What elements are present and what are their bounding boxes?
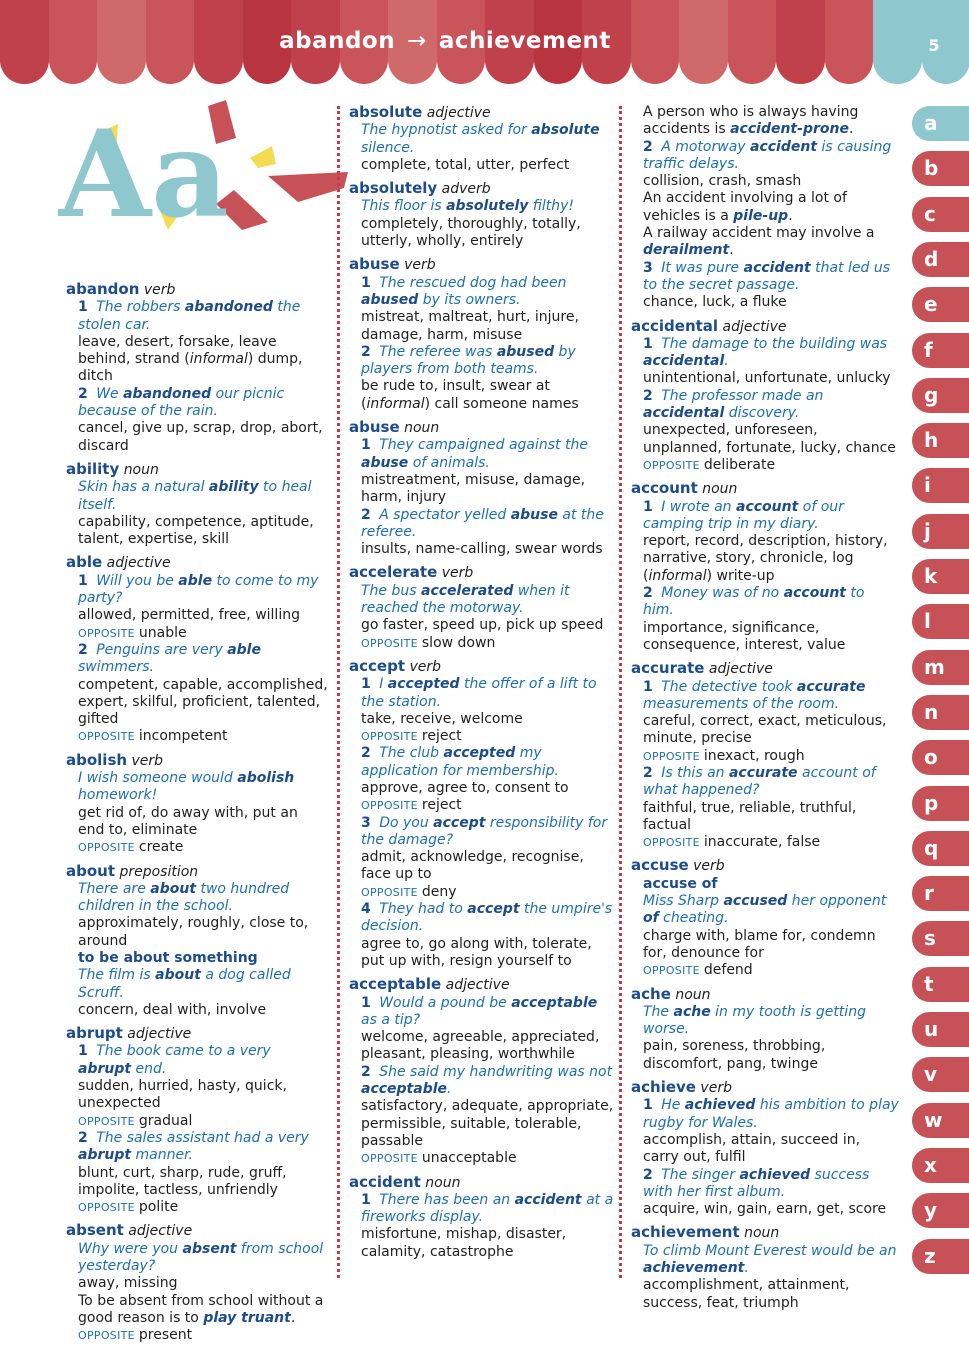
opposite-line: OPPOSITE unacceptable [361, 1150, 614, 1167]
example-sentence: 2 The club accepted my application for membership. [361, 745, 614, 780]
column-divider-1 [337, 106, 340, 1278]
dictionary-entry [631, 660, 899, 851]
part-of-speech: noun [425, 1175, 460, 1191]
opposite-line: OPPOSITE present [78, 1327, 328, 1344]
tab-letter-f[interactable]: f [912, 333, 969, 368]
headword: abrupt [66, 1024, 123, 1042]
part-of-speech: verb [693, 858, 725, 874]
dictionary-entry [349, 1174, 614, 1261]
synonym-list: get rid of, do away with, put an end to, eliminate [78, 805, 328, 840]
tab-letter-w[interactable]: w [912, 1103, 969, 1138]
synonym-list: pain, soreness, throbbing, discomfort, pang, twinge [643, 1038, 899, 1073]
synonym-list: away, missing [78, 1275, 328, 1292]
column-3 [631, 104, 899, 1318]
headword: about [66, 862, 115, 880]
opposite-line: OPPOSITE reject [361, 728, 614, 745]
synonym-list: report, record, description, history, narrative, story, chronicle, log (informal) write-up [643, 533, 899, 585]
example-sentence: 1 The book came to a very abrupt end. [78, 1043, 328, 1078]
opposite-label: OPPOSITE [361, 799, 418, 812]
part-of-speech: preposition [119, 864, 198, 880]
headword: accident [349, 1173, 421, 1191]
example-sentence: 1 Would a pound be acceptable as a tip? [361, 995, 614, 1030]
dictionary-entry [631, 104, 899, 312]
example-sentence: 2 A spectator yelled abuse at the referee. [361, 507, 614, 542]
entry-heading [66, 752, 328, 770]
opposite-line: OPPOSITE defend [643, 962, 899, 979]
synonym-list: faithful, true, reliable, truthful, factual [643, 800, 899, 835]
headword: abolish [66, 751, 127, 769]
example-sentence: 2 Penguins are very able swimmers. [78, 642, 328, 677]
part-of-speech: noun [744, 1225, 779, 1241]
headword: ability [66, 460, 119, 478]
synonym-list: misfortune, mishap, disaster, calamity, catastrophe [361, 1226, 614, 1261]
example-sentence: 2 She said my handwriting was not acceptable. [361, 1064, 614, 1099]
headword: absolutely [349, 179, 437, 197]
tab-letter-v[interactable]: v [912, 1057, 969, 1092]
part-of-speech: verb [144, 282, 176, 298]
opposite-label: OPPOSITE [643, 964, 700, 977]
dictionary-entry [631, 1224, 899, 1311]
synonym-list: unintentional, unfortunate, unlucky [643, 370, 899, 387]
dictionary-entry [631, 318, 899, 475]
dictionary-entry [349, 419, 614, 558]
synonym-list: concern, deal with, involve [78, 1002, 328, 1019]
tab-letter-b[interactable]: b [912, 151, 969, 186]
tab-letter-p[interactable]: p [912, 786, 969, 821]
headword: able [66, 553, 102, 571]
tab-letter-a[interactable]: a [912, 106, 969, 141]
aa-logo-art [58, 98, 348, 248]
part-of-speech: adjective [107, 555, 171, 571]
part-of-speech: noun [404, 420, 439, 436]
headword: accuse [631, 856, 689, 874]
opposite-label: OPPOSITE [78, 627, 135, 640]
synonym-list: take, receive, welcome [361, 711, 614, 728]
opposite-label: OPPOSITE [361, 1152, 418, 1165]
example-sentence: 2 Money was of no account to him. [643, 585, 899, 620]
example-sentence: 3 Do you accept responsibility for the damage? [361, 815, 614, 850]
header-range [0, 28, 890, 54]
synonym-list: mistreat, maltreat, hurt, injure, damage, harm, misuse [361, 309, 614, 344]
tab-letter-o[interactable]: o [912, 740, 969, 775]
headword: achievement [631, 1223, 740, 1241]
column-1 [66, 281, 328, 1351]
example-sentence: The bus accelerated when it reached the motorway. [361, 583, 614, 618]
entry-heading [349, 419, 614, 437]
part-of-speech: adverb [442, 181, 491, 197]
synonym-list: accomplish, attain, succeed in, carry out, fulfil [643, 1132, 899, 1167]
opposite-label: OPPOSITE [361, 730, 418, 743]
usage-note: A railway accident may involve a derailment. [643, 225, 899, 260]
synonym-list: collision, crash, smash [643, 173, 899, 190]
logo-letters: Aa [58, 104, 229, 245]
example-sentence: 1 The detective took accurate measurements of the room. [643, 679, 899, 714]
opposite-label: OPPOSITE [643, 459, 700, 472]
headword: accidental [631, 317, 718, 335]
arrow-right-icon: → [407, 28, 427, 54]
tab-letter-r[interactable]: r [912, 876, 969, 911]
opposite-label: OPPOSITE [361, 886, 418, 899]
synonym-list: go faster, speed up, pick up speed [361, 617, 614, 634]
example-sentence: 1 Will you be able to come to my party? [78, 573, 328, 608]
example-sentence: 1 I accepted the offer of a lift to the station. [361, 676, 614, 711]
entry-heading [349, 1174, 614, 1192]
dictionary-entry [66, 554, 328, 745]
synonym-list: sudden, hurried, hasty, quick, unexpected [78, 1078, 328, 1113]
dictionary-entry [631, 1079, 899, 1218]
dictionary-entry [66, 863, 328, 1020]
opposite-label: OPPOSITE [78, 1115, 135, 1128]
part-of-speech: verb [404, 257, 436, 273]
synonym-list: acquire, win, gain, earn, get, score [643, 1201, 899, 1218]
tab-letter-g[interactable]: g [912, 378, 969, 413]
synonym-list: chance, luck, a fluke [643, 294, 899, 311]
entry-heading [631, 1079, 899, 1097]
headword: absolute [349, 103, 422, 121]
opposite-line: OPPOSITE gradual [78, 1113, 328, 1130]
tab-letter-t[interactable]: t [912, 967, 969, 1002]
dictionary-entry [349, 104, 614, 174]
headword: achieve [631, 1078, 696, 1096]
opposite-line: OPPOSITE inexact, rough [643, 748, 899, 765]
entry-heading [66, 1025, 328, 1043]
example-sentence: 2 A motorway accident is causing traffic delays. [643, 139, 899, 174]
entry-heading [631, 986, 899, 1004]
opposite-line: OPPOSITE inaccurate, false [643, 834, 899, 851]
entry-heading [631, 857, 899, 875]
usage-note: A person who is always having accidents is accident-prone. [643, 104, 899, 139]
part-of-speech: noun [675, 987, 710, 1003]
synonym-list: capability, competence, aptitude, talent, expertise, skill [78, 514, 328, 549]
synonym-list: be rude to, insult, swear at (informal) call someone names [361, 378, 614, 413]
dictionary-entry [66, 1222, 328, 1344]
headword: abuse [349, 418, 400, 436]
tab-letter-h[interactable]: h [912, 423, 969, 458]
synonym-list: blunt, curt, sharp, rude, gruff, impolite, tactless, unfriendly [78, 1165, 328, 1200]
synonym-list: charge with, blame for, condemn for, denounce for [643, 928, 899, 963]
part-of-speech: verb [132, 753, 164, 769]
opposite-line: OPPOSITE slow down [361, 635, 614, 652]
part-of-speech: adjective [446, 977, 510, 993]
opposite-line: OPPOSITE polite [78, 1199, 328, 1216]
example-sentence: 1 He achieved his ambition to play rugby for Wales. [643, 1097, 899, 1132]
dictionary-entry [631, 857, 899, 979]
entry-heading [349, 976, 614, 994]
column-2 [349, 104, 614, 1267]
example-sentence: 2 We abandoned our picnic because of the rain. [78, 386, 328, 421]
part-of-speech: verb [409, 659, 441, 675]
synonym-list: insults, name-calling, swear words [361, 541, 614, 558]
opposite-label: OPPOSITE [643, 750, 700, 763]
dictionary-entry [66, 752, 328, 857]
synonym-list: satisfactory, adequate, appropriate, permissible, suitable, tolerable, passable [361, 1098, 614, 1150]
tab-letter-j[interactable]: j [912, 514, 969, 549]
example-sentence: This floor is absolutely filthy! [361, 198, 614, 215]
example-sentence: Miss Sharp accused her opponent of cheating. [643, 893, 899, 928]
synonym-list: completely, thoroughly, totally, utterly, wholly, entirely [361, 216, 614, 251]
part-of-speech: noun [124, 462, 159, 478]
example-sentence: 1 They campaigned against the abuse of animals. [361, 437, 614, 472]
entry-heading [631, 318, 899, 336]
synonym-list: competent, capable, accomplished, expert, skilful, proficient, talented, gifted [78, 677, 328, 729]
tab-letter-y[interactable]: y [912, 1193, 969, 1228]
headword: acceptable [349, 975, 441, 993]
example-sentence: 2 The sales assistant had a very abrupt manner. [78, 1130, 328, 1165]
opposite-line: OPPOSITE deliberate [643, 457, 899, 474]
example-sentence: To climb Mount Everest would be an achievement. [643, 1243, 899, 1278]
example-sentence: 2 The referee was abused by players from both teams. [361, 344, 614, 379]
example-sentence: The hypnotist asked for absolute silence. [361, 122, 614, 157]
headword: ache [631, 985, 671, 1003]
opposite-label: OPPOSITE [361, 637, 418, 650]
header-to: achievement [439, 28, 611, 54]
example-sentence: 1 I wrote an account of our camping trip in my diary. [643, 499, 899, 534]
synonym-list: approximately, roughly, close to, around [78, 915, 328, 950]
synonym-list: welcome, agreeable, appreciated, pleasant, pleasing, worthwhile [361, 1029, 614, 1064]
usage-note: An accident involving a lot of vehicles is a pile-up. [643, 190, 899, 225]
headword: accurate [631, 659, 704, 677]
example-sentence: I wish someone would abolish homework! [78, 770, 328, 805]
dictionary-entry [349, 976, 614, 1167]
dictionary-entry [631, 480, 899, 654]
entry-heading [349, 658, 614, 676]
tab-letter-z[interactable]: z [912, 1239, 969, 1274]
example-sentence: 1 There has been an accident at a fireworks display. [361, 1192, 614, 1227]
tab-letter-q[interactable]: q [912, 831, 969, 866]
synonym-list: unexpected, unforeseen, unplanned, fortunate, lucky, chance [643, 422, 899, 457]
entry-heading [349, 104, 614, 122]
headword: accelerate [349, 563, 437, 581]
tab-letter-n[interactable]: n [912, 695, 969, 730]
opposite-line: OPPOSITE incompetent [78, 728, 328, 745]
entry-heading [349, 564, 614, 582]
sub-headword: accuse of [643, 876, 899, 893]
part-of-speech: verb [700, 1080, 732, 1096]
headword: abandon [66, 280, 139, 298]
tab-letter-l[interactable]: l [912, 604, 969, 639]
dictionary-entry [349, 658, 614, 970]
entry-heading [349, 180, 614, 198]
part-of-speech: adjective [127, 1026, 191, 1042]
sub-headword: to be about something [78, 950, 328, 967]
dictionary-entry [349, 180, 614, 250]
example-sentence: 1 The damage to the building was accidental. [643, 336, 899, 371]
aa-logo [58, 98, 348, 252]
part-of-speech: adjective [128, 1223, 192, 1239]
synonym-list: approve, agree to, consent to [361, 780, 614, 797]
part-of-speech: noun [702, 481, 737, 497]
example-sentence: 4 They had to accept the umpire's decision. [361, 901, 614, 936]
part-of-speech: adjective [427, 105, 491, 121]
headword: abuse [349, 255, 400, 273]
synonym-list: mistreatment, misuse, damage, harm, injury [361, 472, 614, 507]
page-number: 5 [918, 36, 950, 55]
example-sentence: 2 Is this an accurate account of what happened? [643, 765, 899, 800]
entry-heading [631, 480, 899, 498]
opposite-line: OPPOSITE create [78, 839, 328, 856]
synonym-list: accomplishment, attainment, success, feat, triumph [643, 1277, 899, 1312]
tab-letter-s[interactable]: s [912, 921, 969, 956]
tab-letter-k[interactable]: k [912, 559, 969, 594]
part-of-speech: adjective [709, 661, 773, 677]
opposite-label: OPPOSITE [78, 1201, 135, 1214]
example-sentence: There are about two hundred children in the school. [78, 881, 328, 916]
tab-letter-d[interactable]: d [912, 242, 969, 277]
opposite-label: OPPOSITE [78, 1329, 135, 1342]
dictionary-entry [66, 461, 328, 548]
dictionary-entry [631, 986, 899, 1073]
column-divider-2 [619, 106, 622, 1278]
opposite-line: OPPOSITE deny [361, 884, 614, 901]
dictionary-entry [66, 1025, 328, 1216]
entry-heading [631, 1224, 899, 1242]
headword: accept [349, 657, 405, 675]
opposite-label: OPPOSITE [643, 836, 700, 849]
synonym-list: agree to, go along with, tolerate, put up with, resign yourself to [361, 936, 614, 971]
synonym-list: importance, significance, consequence, interest, value [643, 620, 899, 655]
synonym-list: complete, total, utter, perfect [361, 157, 614, 174]
example-sentence: 2 The singer achieved success with her first album. [643, 1167, 899, 1202]
tab-letter-i[interactable]: i [912, 468, 969, 503]
part-of-speech: adjective [723, 319, 787, 335]
dictionary-entry [349, 256, 614, 413]
entry-heading [66, 554, 328, 572]
synonym-list: careful, correct, exact, meticulous, minute, precise [643, 713, 899, 748]
page-header [0, 0, 969, 84]
synonym-list: allowed, permitted, free, willing [78, 607, 328, 624]
synonym-list: admit, acknowledge, recognise, face up to [361, 849, 614, 884]
entry-heading [66, 461, 328, 479]
synonym-list: cancel, give up, scrap, drop, abort, discard [78, 420, 328, 455]
usage-note: To be absent from school without a good reason is to play truant. [78, 1293, 328, 1328]
opposite-label: OPPOSITE [78, 730, 135, 743]
dictionary-entry [66, 281, 328, 455]
part-of-speech: verb [442, 565, 474, 581]
example-sentence: The ache in my tooth is getting worse. [643, 1004, 899, 1039]
entry-heading [66, 1222, 328, 1240]
example-sentence: The film is about a dog called Scruff. [78, 967, 328, 1002]
headword: account [631, 479, 698, 497]
entry-heading [66, 281, 328, 299]
example-sentence: 1 The robbers abandoned the stolen car. [78, 299, 328, 334]
header-from: abandon [279, 28, 395, 54]
entry-heading [66, 863, 328, 881]
entry-heading [631, 660, 899, 678]
example-sentence: Why were you absent from school yesterday? [78, 1241, 328, 1276]
opposite-line: OPPOSITE reject [361, 797, 614, 814]
tab-letter-m[interactable]: m [912, 650, 969, 685]
opposite-line: OPPOSITE unable [78, 625, 328, 642]
headword: absent [66, 1221, 124, 1239]
tab-letter-c[interactable]: c [912, 197, 969, 232]
synonym-list: leave, desert, forsake, leave behind, strand (informal) dump, ditch [78, 334, 328, 386]
tab-letter-e[interactable]: e [912, 287, 969, 322]
dictionary-entry [349, 564, 614, 651]
tab-letter-x[interactable]: x [912, 1148, 969, 1183]
tab-letter-u[interactable]: u [912, 1012, 969, 1047]
example-sentence: Skin has a natural ability to heal itself. [78, 479, 328, 514]
example-sentence: 3 It was pure accident that led us to the secret passage. [643, 260, 899, 295]
entry-heading [349, 256, 614, 274]
example-sentence: 2 The professor made an accidental discovery. [643, 388, 899, 423]
opposite-label: OPPOSITE [78, 841, 135, 854]
example-sentence: 1 The rescued dog had been abused by its owners. [361, 275, 614, 310]
